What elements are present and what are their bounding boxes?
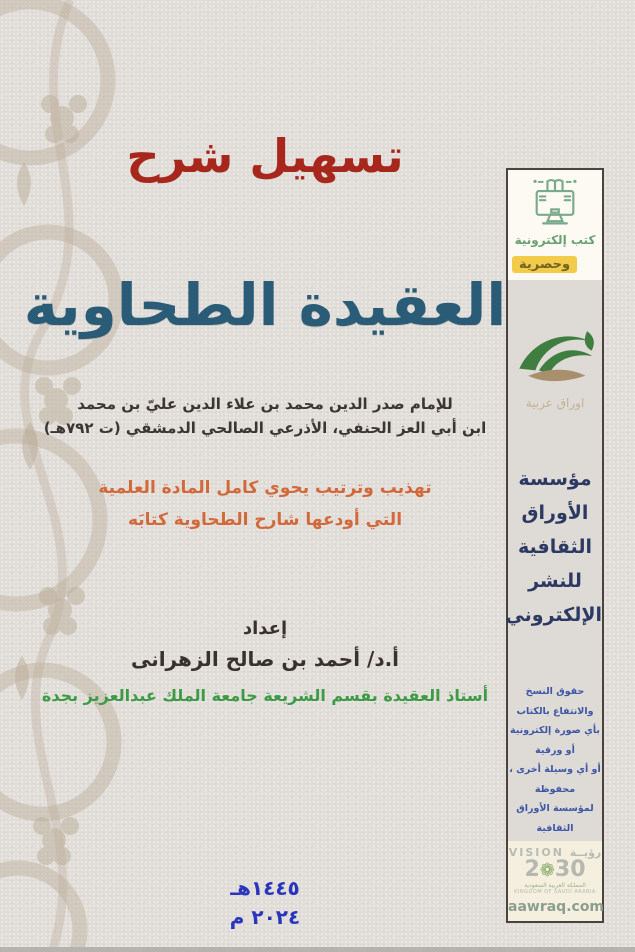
cover-main-column	[20, 0, 510, 952]
copyright-line: لمؤسسة الأوراق الثقافية	[516, 803, 594, 834]
publisher-name	[505, 462, 602, 632]
prepared-block	[20, 616, 510, 674]
ebook-monitor-icon	[528, 176, 582, 232]
publisher-line: الإلكتروني	[505, 604, 602, 626]
vision-label-ar: رؤيــة	[569, 846, 602, 859]
series-title: تسهيل شرح	[126, 129, 404, 183]
author-block	[20, 392, 510, 440]
vision-year-right: 30	[554, 857, 586, 882]
description-line-1: تهذيب وترتيب يحوي كامل المادة العلمية	[98, 478, 432, 498]
gregorian-year: ٢٠٢٤ م	[229, 905, 301, 929]
preparer-name: أ.د/ أحمد بن صالح الزهرانى	[130, 647, 400, 671]
exclusive-badge: وحصرية	[512, 256, 577, 273]
publisher-line: الثقافية	[518, 536, 592, 558]
vision-year-left: 2	[524, 857, 540, 882]
publisher-sidebar	[506, 168, 604, 923]
publisher-line: الأوراق	[521, 502, 589, 524]
hijri-year: ١٤٤٥هـ	[230, 876, 300, 900]
website-url: aawraq.com	[508, 899, 605, 915]
publication-dates	[20, 874, 510, 932]
vision-country-ar: المملكة العربية السعودية	[524, 882, 586, 889]
awraq-arabia-logo	[508, 324, 602, 410]
copyright-line: أو أي وسيلة أخرى ، محفوظة	[509, 764, 601, 795]
description-line-2: التي أودعها شارح الطحاوية كتابَه	[127, 510, 403, 530]
prepared-by-label: إعداد	[242, 618, 288, 639]
awraq-logo-icon	[510, 324, 600, 390]
ebook-badge-label: كتب إلكترونية	[514, 233, 596, 247]
copyright-notice	[508, 682, 602, 838]
vision-country-en: KINGDOM OF SAUDI ARABIA	[514, 889, 596, 895]
copyright-line: حقوق النسخ والانتفاع بالكتاب	[516, 686, 594, 717]
vision-label-en: VISION	[508, 846, 564, 859]
author-line-2: ابن أبي العز الحنفي، الأذرعي الصالحي الدمشقي (ت ٧٩٢هـ)	[43, 419, 487, 437]
copyright-line: بأي صورة إلكترونية أو ورقية	[510, 725, 600, 756]
description-block	[20, 472, 510, 536]
awraq-logo-text: اوراق عربية	[525, 396, 585, 410]
publisher-line: للنشر	[528, 570, 582, 592]
book-title: العقيدة الطحاوية	[23, 271, 507, 339]
author-line-1: للإمام صدر الدين محمد بن علاء الدين عليّ بن محمد	[77, 395, 453, 413]
vision-2030-card	[508, 841, 605, 921]
vision-2030-year	[508, 859, 602, 882]
preparer-position: أستاذ العقيدة بقسم الشريعة جامعة الملك عبدالعزيز بجدة	[41, 686, 489, 705]
publisher-line: مؤسسة	[518, 468, 592, 490]
ebook-badge-card	[508, 170, 602, 280]
palm-emblem-icon: ❁	[539, 860, 555, 881]
